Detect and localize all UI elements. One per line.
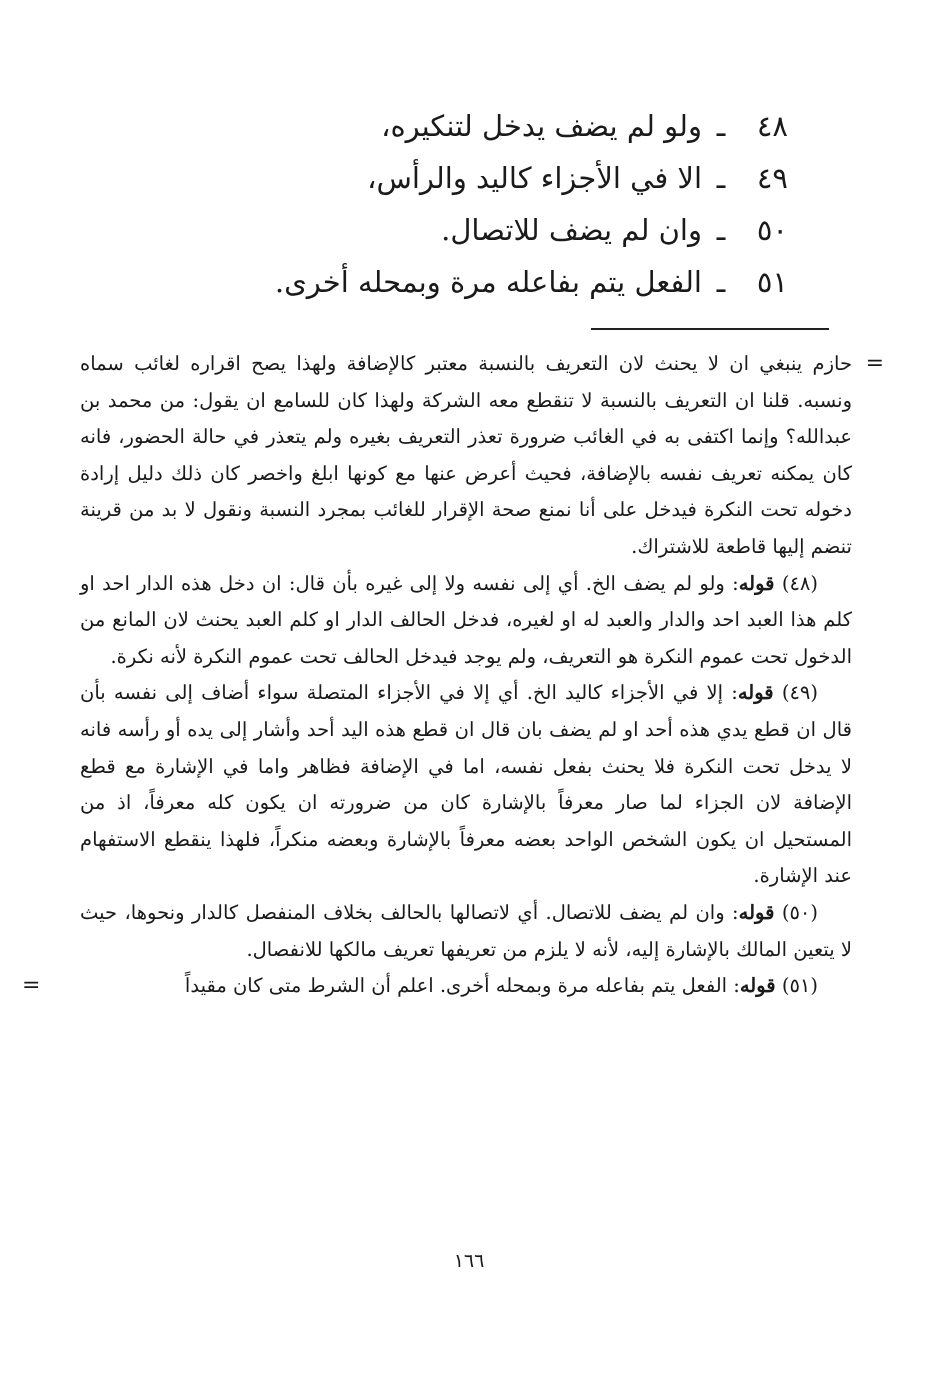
footnote-text: : ولو لم يضف الخ. أي إلى نفسه ولا إلى غيره بأن قال: ان دخل هذه الدار احد او كلم هذا العبد احد والدار والعبد له او لغيره، فدخل الحالف الدار او كلم العبد يحنث لان المانع من الدخول تحت عموم النكرة هو التعريف، ولم يوجد فيدخل الحالف تحت عموم النكرة لأنه نكرة. bbox=[80, 571, 852, 668]
footnote-keyword: قوله bbox=[737, 681, 774, 705]
line-dash: ـ bbox=[716, 265, 726, 299]
line-dash: ـ bbox=[716, 213, 726, 247]
footnote-48 bbox=[80, 566, 852, 676]
main-line-51 bbox=[88, 256, 788, 308]
footnote-keyword: قوله bbox=[738, 900, 775, 924]
line-text: الفعل يتم بفاعله مرة وبمحله أخرى. bbox=[274, 265, 702, 299]
footnote-keyword: قوله bbox=[738, 571, 775, 595]
footnote-ref: (٤٨) bbox=[781, 571, 818, 595]
line-number: ٤٨ bbox=[756, 109, 788, 143]
footnote-keyword: قوله bbox=[739, 974, 776, 998]
line-dash: ـ bbox=[716, 109, 726, 143]
footnote-text: : الفعل يتم بفاعله مرة وبمحله أخرى. اعلم أن الشرط متى كان مقيداً bbox=[184, 974, 740, 998]
line-number: ٥١ bbox=[756, 265, 788, 299]
continuation-mark: = bbox=[865, 351, 884, 376]
continuation-text: حازم ينبغي ان لا يحنث لان التعريف بالنسبة معتبر كالإضافة ولهذا يصح اقراره لغائب سماه ونسبه. قلنا ان التعريف بالنسبة لا تنقطع معه الشركة ولهذا كان للسامع ان يقول: من محمد بن عبدالله؟ وإنما اكتفى به في الغائب ضرورة تعذر التعريف بغيره ولم يتعذر في حالة الحضور، فانه كان يمكنه تعريف نفسه بالإضافة، فحيث أعرض عنها مع كونها ابلغ واخصر كان ذلك دليل إرادة دخوله تحت النكرة فيدخل على أنا نمنع صحة الإقرار للغائب بمجرد النسبة ونقول لا بد من قرينة تنضم إليها قاطعة للاشتراك. bbox=[80, 352, 852, 558]
continuation-end-mark: = bbox=[22, 973, 41, 999]
footnote-49 bbox=[80, 675, 852, 895]
footnote-ref: (٥١) bbox=[781, 974, 818, 998]
main-line-49 bbox=[88, 152, 788, 204]
footnote-ref: (٤٩) bbox=[781, 681, 818, 705]
line-text: ولو لم يضف يدخل لتنكيره، bbox=[381, 109, 702, 143]
footnote-50 bbox=[80, 895, 852, 968]
footnote-51 bbox=[22, 968, 852, 1005]
footnote-text: : إلا في الأجزاء كاليد الخ. أي إلا في الأجزاء المتصلة سواء أضاف إلى نفسه بأن قال ان قطع يدي هذه أحد او لم يضف بان قال ان قطع هذه اليد أحد وأشار إلى يده أو رأسه فانه لا يدخل تحت النكرة فلا يحنث بفعل نفسه، اما في الإضافة فظاهر واما في الإشارة مع قطع الإضافة لان الجزاء لما صار معرفاً بالإشارة كان من ضرورته ان يكون كله معرفاً، اذ من المستحيل ان يكون الشخص الواحد بعضه معرفاً بالإشارة وبعضه منكراً، فلهذا ينقطع الاستفهام عند الإشارة. bbox=[80, 681, 852, 888]
footnote-continuation bbox=[80, 346, 884, 566]
footnotes bbox=[22, 346, 884, 1005]
line-number: ٤٩ bbox=[756, 161, 788, 195]
main-line-48 bbox=[88, 100, 788, 152]
line-dash: ـ bbox=[716, 161, 726, 195]
footnote-ref: (٥٠) bbox=[781, 900, 818, 924]
line-text: الا في الأجزاء كاليد والرأس، bbox=[367, 161, 702, 195]
main-line-50 bbox=[88, 204, 788, 256]
line-text: وان لم يضف للاتصال. bbox=[441, 213, 702, 247]
footnote-separator bbox=[591, 328, 829, 330]
line-number: ٥٠ bbox=[756, 213, 788, 247]
main-text-list bbox=[88, 100, 788, 308]
page-number: ١٦٦ bbox=[453, 1250, 485, 1272]
footnote-text: : وان لم يضف للاتصال. أي لاتصالها بالحالف بخلاف المنفصل كالدار ونحوها، حيث لا يتعين المالك بالإشارة إليه، لأنه لا يلزم من تعريفها تعريف مالكها للانفصال. bbox=[80, 900, 852, 961]
